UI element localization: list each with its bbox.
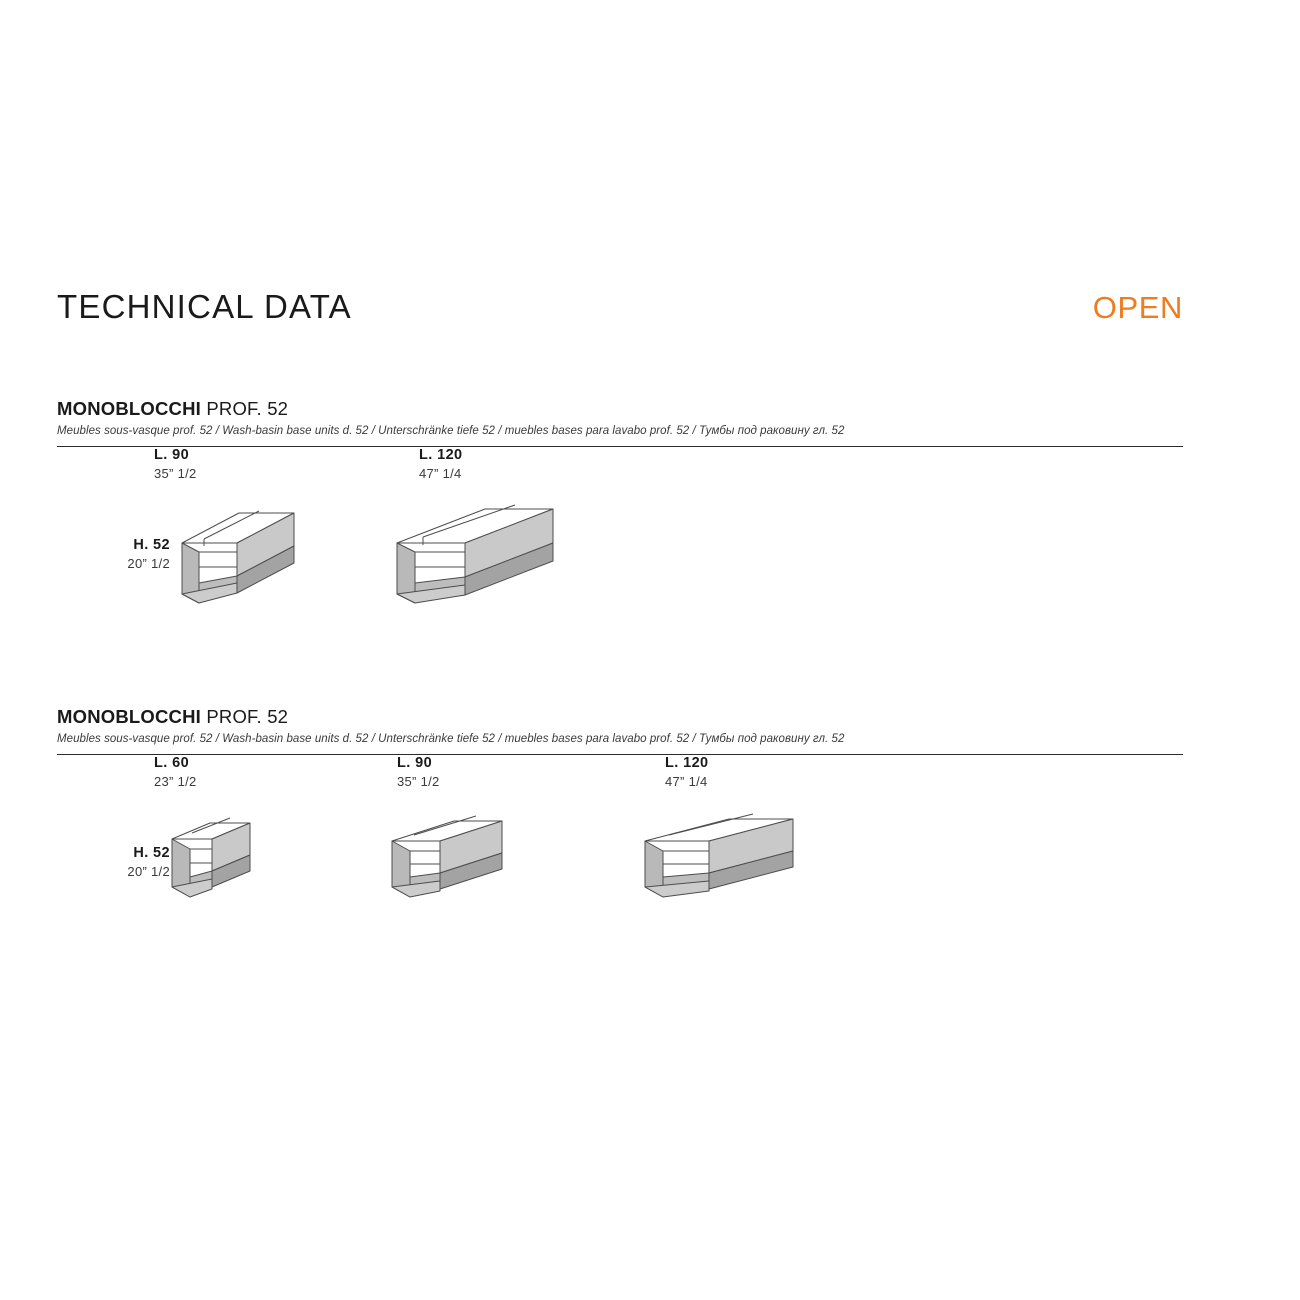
item-caption (154, 447, 197, 481)
item-width: L. 90 (154, 447, 190, 463)
section-items (57, 755, 1183, 955)
section-title (57, 706, 1183, 728)
item-caption (154, 755, 197, 789)
section-title (57, 398, 1183, 420)
section-subtitle: Meubles sous-vasque prof. 52 / Wash-basin base units d. 52 / Unterschränke tiefe 52 / muebles bases para lavabo prof. 52 / Тумбы под раковину гл. 52 (57, 733, 845, 745)
section-title-rest: PROF. 52 (201, 706, 289, 727)
section-title-bold: MONOBLOCCHI (57, 398, 202, 419)
item-caption (397, 755, 440, 789)
item-width: L. 120 (419, 447, 463, 463)
section-items (57, 447, 1183, 647)
section-title-rest: PROF. 52 (201, 398, 289, 419)
height-value: H. 52 (133, 537, 170, 553)
item-width: L. 90 (397, 755, 433, 771)
item-l90-b (397, 755, 440, 789)
item-l120-b (665, 755, 709, 789)
item-caption (419, 447, 463, 481)
height-value: H. 52 (133, 845, 170, 861)
height-value-inches: 20” 1/2 (127, 864, 170, 879)
cabinet-isometric-icon (124, 501, 354, 611)
cabinet-isometric-icon (118, 811, 318, 911)
item-width: L. 60 (154, 755, 190, 771)
cabinet-isometric-icon (601, 811, 851, 911)
section-title-bold: MONOBLOCCHI (57, 706, 202, 727)
item-width-inches: 47” 1/4 (665, 774, 708, 789)
section-subtitle: Meubles sous-vasque prof. 52 / Wash-basin base units d. 52 / Unterschränke tiefe 52 / muebles bases para lavabo prof. 52 / Тумбы под раковину гл. 52 (57, 425, 845, 437)
item-caption (665, 755, 709, 789)
item-width-inches: 35” 1/2 (397, 774, 440, 789)
item-l120 (419, 447, 463, 481)
item-width: L. 120 (665, 755, 709, 771)
brand-label: OPEN (1092, 290, 1183, 325)
item-width-inches: 35” 1/2 (154, 466, 197, 481)
item-l60 (154, 755, 197, 789)
cabinet-isometric-icon (375, 501, 635, 611)
item-width-inches: 47” 1/4 (419, 466, 462, 481)
section-monoblocchi-1 (57, 398, 1183, 647)
height-value-inches: 20” 1/2 (127, 556, 170, 571)
section-monoblocchi-2 (57, 706, 1183, 955)
item-width-inches: 23” 1/2 (154, 774, 197, 789)
page-header (57, 288, 1183, 336)
cabinet-isometric-icon (342, 811, 562, 911)
item-l90 (154, 447, 197, 481)
page-title: TECHNICAL DATA (57, 288, 352, 325)
